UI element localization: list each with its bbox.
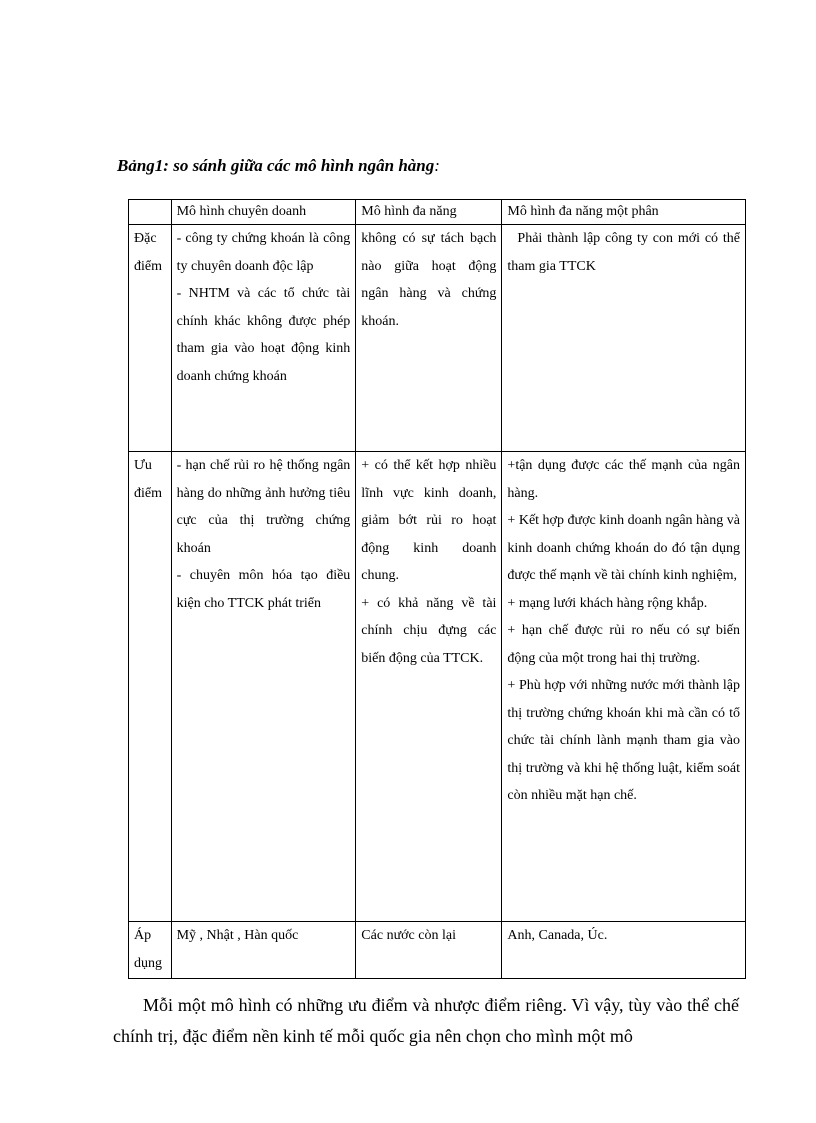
header-cell-specialized-model: Mô hình chuyên doanh — [171, 200, 356, 225]
cell-advantages-partial — [502, 452, 746, 922]
cell-characteristics-partial — [502, 225, 746, 452]
cell-advantages-universal — [356, 452, 502, 922]
header-cell-partial-universal-model: Mô hình đa năng một phân — [502, 200, 746, 225]
cell-paragraph: + có thể kết hợp nhiều lĩnh vực kinh doanh, giảm bớt rủi ro hoạt động kinh doanh chung. — [361, 458, 497, 583]
header-cell-corner — [129, 200, 172, 225]
cell-paragraph: +tận dụng được các thế mạnh của ngân hàng. — [507, 458, 740, 501]
cell-paragraph: - công ty chứng khoán là công ty chuyên doanh độc lập — [176, 231, 351, 274]
cell-paragraph: + Kết hợp được kinh doanh ngân hàng và kinh doanh chứng khoán do đó tận dụng được thế mạnh về tài chính kinh nghiệm, — [507, 513, 740, 583]
table-row-characteristics — [129, 225, 746, 452]
cell-paragraph: - hạn chế rủi ro hệ thống ngân hàng do những ảnh hưởng tiêu cực của thị trường chứng khoán — [176, 458, 351, 556]
cell-application-partial: Anh, Canada, Úc. — [502, 922, 746, 979]
table-caption — [117, 156, 440, 176]
comparison-table — [128, 199, 746, 979]
cell-characteristics-universal — [356, 225, 502, 452]
header-cell-universal-model: Mô hình đa năng — [356, 200, 502, 225]
cell-characteristics-specialized — [171, 225, 356, 452]
caption-label: Bảng1: so sánh giữa các mô hình ngân hàng — [117, 156, 435, 175]
cell-application-specialized: Mỹ , Nhật , Hàn quốc — [171, 922, 356, 979]
body-paragraph: Mỗi một mô hình có những ưu điểm và nhược điểm riêng. Vì vậy, tùy vào thể chế chính trị, đặc điểm nền kinh tế mỗi quốc gia nên chọn cho mình một mô — [113, 995, 739, 1046]
cell-paragraph: Phải thành lập công ty con mới có thể tham gia TTCK — [507, 231, 740, 274]
row-label-characteristics: Đặc điểm — [129, 225, 172, 452]
cell-paragraph: không có sự tách bạch nào giữa hoạt động ngân hàng và chứng khoán. — [361, 231, 497, 329]
row-label-application: Áp dụng — [129, 922, 172, 979]
table-row-application — [129, 922, 746, 979]
table-header-row — [129, 200, 746, 225]
cell-paragraph: - NHTM và các tổ chức tài chính khác không được phép tham gia vào hoạt động kinh doanh chứng khoán — [176, 286, 351, 384]
table-row-advantages — [129, 452, 746, 922]
cell-paragraph: + hạn chế được rủi ro nếu có sự biến động của một trong hai thị trường. — [507, 623, 740, 666]
cell-paragraph: + có khả năng về tài chính chịu đựng các biến động của TTCK. — [361, 595, 497, 666]
cell-paragraph: - chuyên môn hóa tạo điều kiện cho TTCK phát triển — [176, 568, 351, 611]
caption-suffix: : — [434, 156, 440, 175]
cell-paragraph: + Phù hợp với những nước mới thành lập thị trường chứng khoán khi mà cần có tổ chức tài chính lành mạnh tham gia vào thị trường và khi hệ thống luật, kiểm soát còn nhiều mặt hạn chế. — [507, 678, 740, 803]
cell-advantages-specialized — [171, 452, 356, 922]
cell-paragraph: + mạng lưới khách hàng rộng khắp. — [507, 595, 708, 611]
row-label-advantages: Ưu điểm — [129, 452, 172, 922]
cell-application-universal: Các nước còn lại — [356, 922, 502, 979]
